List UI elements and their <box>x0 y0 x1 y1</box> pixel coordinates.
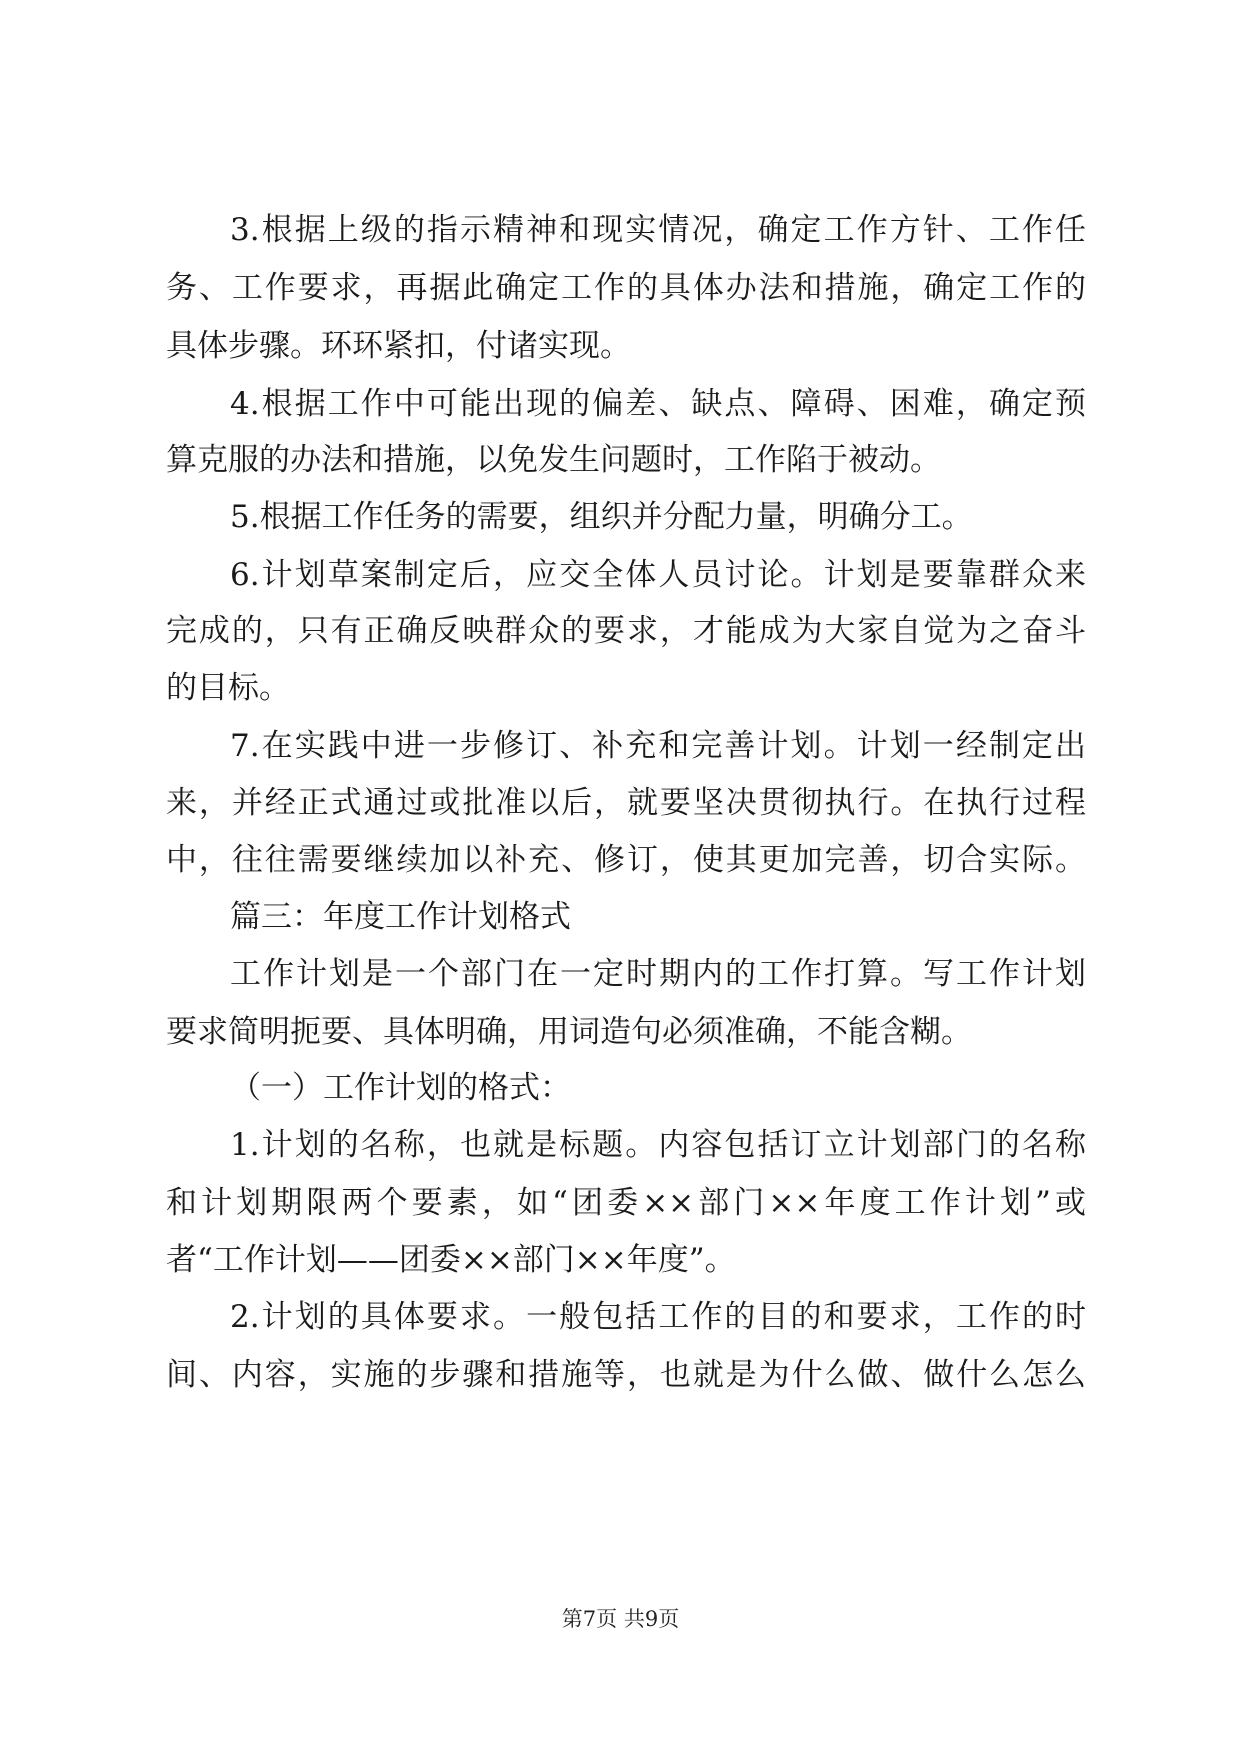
paragraph-6-line-2: 完成的，只有正确反映群众的要求，才能成为大家自觉为之奋斗 <box>166 613 1086 649</box>
paragraph-7-line-3: 中，往往需要继续加以补充、修订，使其更加完善，切合实际。 <box>166 842 1086 878</box>
subheading-format: （一）工作计划的格式： <box>230 1070 571 1106</box>
item-1-line-1: 1.计划的名称，也就是标题。内容包括订立计划部门的名称 <box>230 1127 1086 1163</box>
paragraph-4-line-1: 4.根据工作中可能出现的偏差、缺点、障碍、困难，确定预 <box>230 386 1086 422</box>
paragraph-6-line-3: 的目标。 <box>166 670 290 706</box>
paragraph-3-line-2: 务、工作要求，再据此确定工作的具体办法和措施，确定工作的 <box>166 270 1086 306</box>
paragraph-5-line-1: 5.根据工作任务的需要，组织并分配力量，明确分工。 <box>230 499 973 535</box>
item-1-line-3: 者“工作计划——团委××部门××年度”。 <box>166 1242 736 1278</box>
section-heading: 篇三：年度工作计划格式 <box>230 899 571 935</box>
intro-line-2: 要求简明扼要、具体明确，用词造句必须准确，不能含糊。 <box>166 1014 972 1050</box>
paragraph-7-line-2: 来，并经正式通过或批准以后，就要坚决贯彻执行。在执行过程 <box>166 785 1086 821</box>
item-1-line-2: 和计划期限两个要素，如“团委××部门××年度工作计划”或 <box>166 1185 1086 1221</box>
item-2-line-1: 2.计划的具体要求。一般包括工作的目的和要求，工作的时 <box>230 1299 1086 1335</box>
paragraph-4-line-2: 算克服的办法和措施，以免发生问题时，工作陷于被动。 <box>166 442 941 478</box>
paragraph-3-line-3: 具体步骤。环环紧扣，付诸实现。 <box>166 328 631 364</box>
item-2-line-2: 间、内容，实施的步骤和措施等，也就是为什么做、做什么怎么 <box>166 1357 1086 1393</box>
intro-line-1: 工作计划是一个部门在一定时期内的工作打算。写工作计划 <box>230 956 1086 992</box>
paragraph-6-line-1: 6.计划草案制定后，应交全体人员讨论。计划是要靠群众来 <box>230 557 1086 593</box>
paragraph-3-line-1: 3.根据上级的指示精神和现实情况，确定工作方针、工作任 <box>230 212 1086 248</box>
paragraph-7-line-1: 7.在实践中进一步修订、补充和完善计划。计划一经制定出 <box>230 728 1086 764</box>
page-footer: 第7页 共9页 <box>561 1607 680 1631</box>
